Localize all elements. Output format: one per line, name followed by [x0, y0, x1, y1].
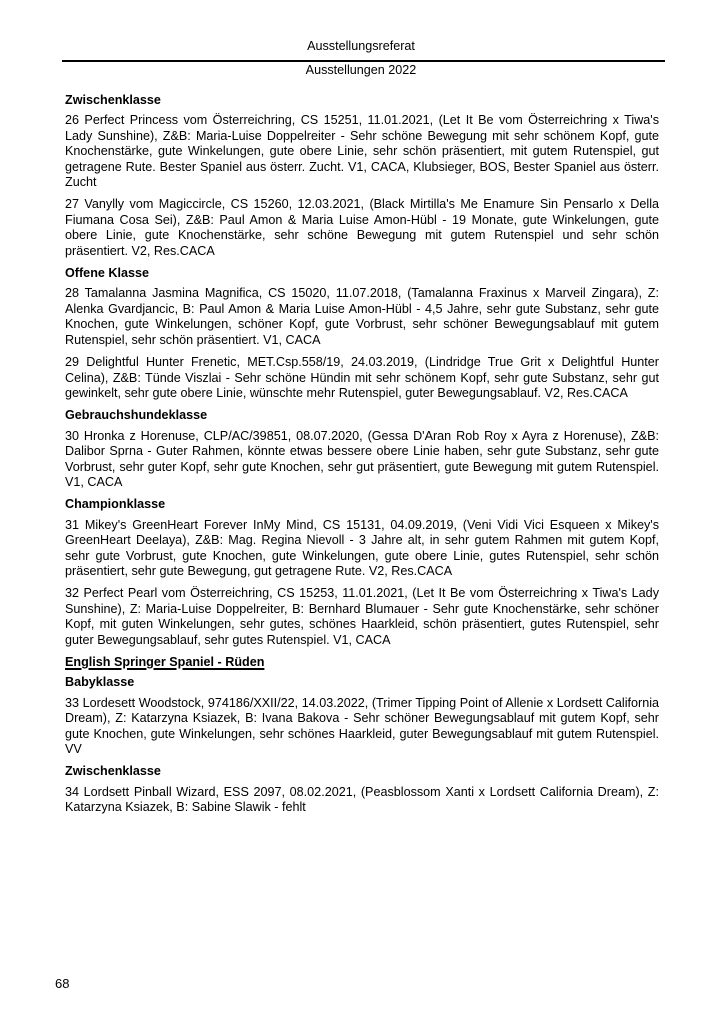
show-entry-32: 32 Perfect Pearl vom Österreichring, CS 15253, 11.01.2021, (Let It Be vom Österreichring x Tiwa's Lady Sunshine), Z: Maria-Luise Doppelreiter, B: Bernhard Blumauer - Sehr gute Knochenstärke, sehr schöner Kopf, mit guten Winkelungen, sehr gutes, schönes Haarkleid, schön präsentiert, gutes Rutenspiel, sehr guter Bewegungsablauf, sehr gutes Rutenspiel. V1, CACA — [65, 586, 659, 647]
class-heading-gebrauchshundeklasse: Gebrauchshundeklasse — [65, 408, 208, 423]
page-number: 68 — [55, 976, 70, 991]
document-body — [65, 90, 659, 823]
show-entry-33: 33 Lordesett Woodstock, 974186/XXII/22, 14.03.2022, (Trimer Tipping Point of Allenie x Lordsett California Dream), Z: Katarzyna Ksiazek, B: Ivana Bakova - Sehr schöner Bewegungsablauf mit gutem Kopf, sehr gute Knochen, gute Winkelungen, sehr schönes Haarkleid, guter Bewegungsablauf mit gutem Rutenspiel. VV — [65, 695, 659, 757]
class-heading-offene-klasse: Offene Klasse — [65, 266, 149, 281]
report-subtitle: Ausstellungen 2022 — [305, 63, 417, 77]
show-entry-34: 34 Lordsett Pinball Wizard, ESS 2097, 08.02.2021, (Peasblossom Xanti x Lordsett California Dream), Z: Katarzyna Ksiazek, B: Sabine Slawik - fehlt — [65, 784, 659, 815]
show-entry-31: 31 Mikey's GreenHeart Forever InMy Mind, CS 15131, 04.09.2019, (Veni Vidi Vici Esqueen x Mikey's GreenHeart Deelaya), Z&B: Mag. Regina Nievoll - 3 Jahre alt, in sehr gutem Rahmen mit gutem Kopf, sehr gute Vorbrust, gute Knochen, gute Winkelungen, gute obere Linie, gutes Rutenspiel, sehr schön präsentiert, sehr gute Bewegung, gut getragene Rute. V2, Res.CACA — [65, 517, 659, 578]
header-divider — [62, 60, 665, 62]
report-title: Ausstellungsreferat — [307, 39, 415, 53]
show-entry-28: 28 Tamalanna Jasmina Magnifica, CS 15020, 11.07.2018, (Tamalanna Fraxinus x Marveil Zingara), Z: Alenka Gvardjancic, B: Paul Amon & Maria Luise Amon-Hübl - 4,5 Jahre, sehr gute Substanz, sehr gute Knochen, gute Winkelungen, schöner Kopf, gute Vorbrust, sehr schöner Bewegungsablauf mit gutem Rutenspiel, sehr schön präsentiert. V1, CACA — [65, 286, 659, 347]
class-heading-babyklasse: Babyklasse — [65, 675, 135, 690]
show-entry-29: 29 Delightful Hunter Frenetic, MET.Csp.558/19, 24.03.2019, (Lindridge True Grit x Delightful Hunter Celina), Z&B: Tünde Viszlai - Sehr schöne Hündin mit sehr schönem Kopf, sehr gute Substanz, sehr gut gewinkelt, sehr gute obere Linie, wünschte mehr Rutenspiel, guter Bewegungsablauf. V2, Res.CACA — [65, 355, 659, 400]
breed-heading-english-springer-spaniel-rueden: English Springer Spaniel - Rüden — [65, 655, 265, 669]
class-heading-championklasse: Championklasse — [65, 497, 166, 512]
class-heading-zwischenklasse-springer: Zwischenklasse — [65, 764, 161, 779]
class-heading-zwischenklasse-cocker: Zwischenklasse — [65, 93, 161, 107]
show-entry-26: 26 Perfect Princess vom Österreichring, CS 15251, 11.01.2021, (Let It Be vom Österreichring x Tiwa's Lady Sunshine), Z&B: Maria-Luise Doppelreiter - Sehr schöne Bewegung mit sehr schönem Kopf, gute Knochenstärke, gute Winkelungen, gute obere Linie, sehr schön präsentiert, mit gutem Rutenspiel, gut getragene Rute. Bester Spaniel aus österr. Zucht. V1, CACA, Klubsieger, BOS, Bester Spaniel aus österr. Zucht — [65, 113, 659, 190]
show-entry-30: 30 Hronka z Horenuse, CLP/AC/39851, 08.07.2020, (Gessa D'Aran Rob Roy x Ayra z Horenuse), Z&B: Dalibor Sprna - Guter Rahmen, könnte etwas bessere obere Linie haben, sehr gute Substanz, sehr gute Vorbrust, sehr guter Kopf, sehr gute Knochen, sehr gut präsentiert, gute Bewegung mit gutem Rutenspiel. V1, CACA — [65, 428, 659, 489]
show-entry-27: 27 Vanylly vom Magiccircle, CS 15260, 12.03.2021, (Black Mirtilla's Me Enamure Sin Pensarlo x Della Fiumana Cosa Sei), Z&B: Paul Amon & Maria Luise Amon-Hübl - 19 Monate, gute Winkelungen, gute obere Linie, gute Knochenstärke, sehr schöne Bewegung mit gutem Rutenspiel und sehr schön präsentiert. V2, Res.CACA — [65, 197, 659, 258]
